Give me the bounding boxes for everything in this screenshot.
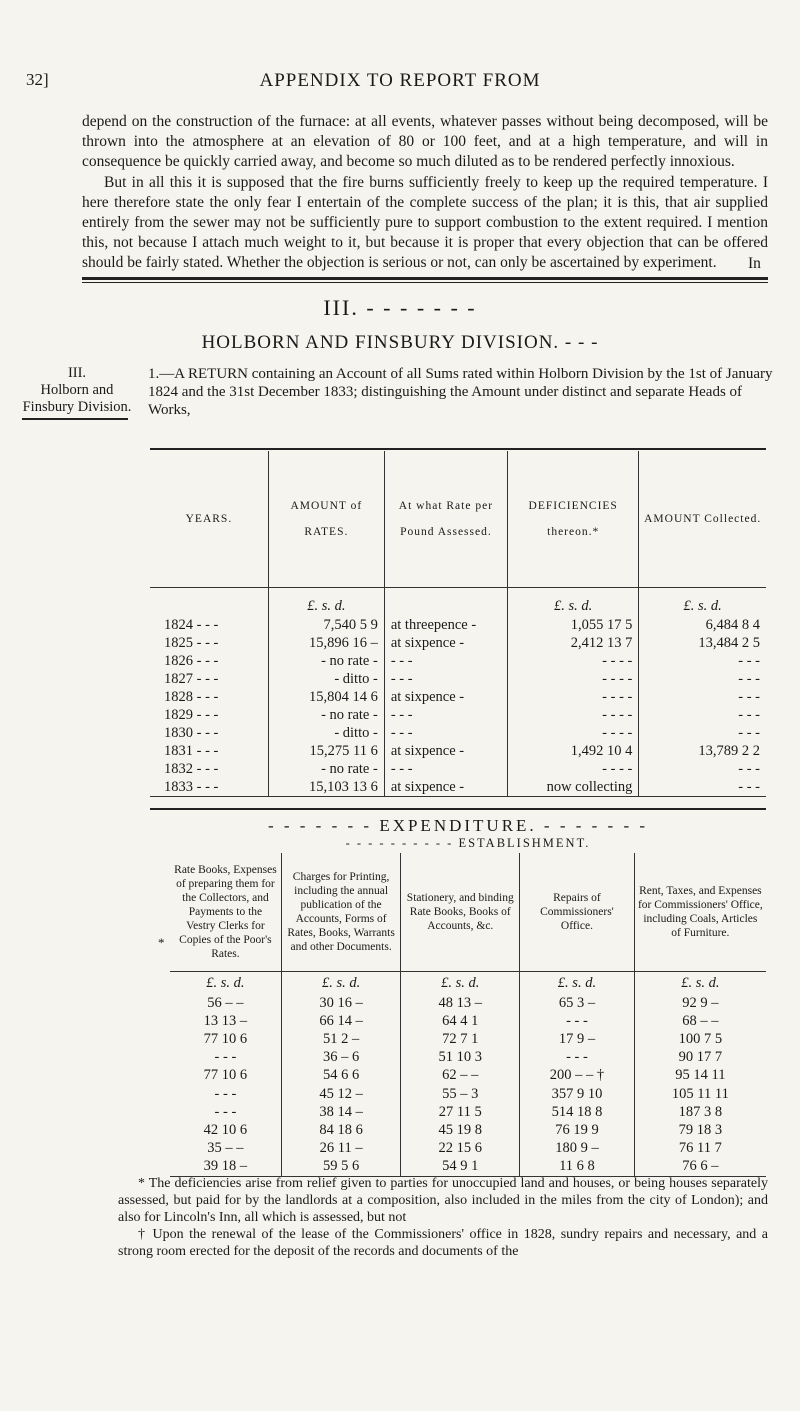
expenditure-cell: 59 5 6 (281, 1158, 401, 1177)
rates-cell: - - - (639, 706, 766, 724)
rates-cell: at sixpence - (384, 778, 507, 797)
col-rent-taxes: Rent, Taxes, and Expenses for Commissioners' Office, including Coals, Articles of Furniture. (634, 853, 766, 972)
col-years: YEARS. (150, 451, 268, 588)
expenditure-unit-cell: £. s. d. (401, 972, 520, 995)
col-deficiencies: DEFICIENCIES thereon.* (508, 451, 639, 588)
rates-cell: 1831 - - - (164, 742, 219, 759)
col-stationery: Stationery, and binding Rate Books, Books of Accounts, &c. (401, 853, 520, 972)
rates-cell: - - - (639, 688, 766, 706)
expenditure-cell: 42 10 6 (203, 1121, 248, 1138)
expenditure-cell: 35 – – (207, 1140, 244, 1157)
expenditure-unit-cell: £. s. d. (634, 972, 766, 995)
rates-row (150, 670, 766, 688)
rates-row (150, 724, 766, 742)
rates-cell: 1830 - - - (164, 724, 219, 741)
expenditure-unit-cell: £. s. d. (206, 974, 245, 991)
rates-row (150, 652, 766, 670)
margin-note (22, 365, 132, 416)
rates-cell: - ditto - (268, 670, 384, 688)
col-rate-per-pound: At what Rate per Pound Assessed. (384, 451, 507, 588)
expenditure-cell: 76 19 9 (520, 1121, 635, 1139)
rates-row (150, 706, 766, 724)
rates-cell: - no rate - (268, 706, 384, 724)
rates-cell: - - - (384, 760, 507, 778)
rates-cell: at threepence - (384, 616, 507, 634)
rates-cell: 13,484 2 5 (639, 634, 766, 652)
catchword: In (748, 255, 761, 272)
expenditure-cell: 72 7 1 (401, 1030, 520, 1048)
rates-cell: - no rate - (268, 760, 384, 778)
rates-cell: - no rate - (268, 652, 384, 670)
expenditure-cell: 100 7 5 (634, 1030, 766, 1048)
rates-row (150, 742, 766, 760)
rates-unit-cell (150, 588, 268, 617)
expenditure-cell: 76 6 – (634, 1158, 766, 1177)
expenditure-cell: 90 17 7 (634, 1049, 766, 1067)
expenditure-cell: 45 19 8 (401, 1121, 520, 1139)
table1-top-rule (150, 448, 766, 450)
expenditure-cell: 180 9 – (520, 1140, 635, 1158)
rates-cell: - - - - (508, 688, 639, 706)
expenditure-cell: 62 – – (401, 1067, 520, 1085)
rates-cell: now collecting (508, 778, 639, 797)
rates-cell: 1825 - - - (164, 634, 219, 651)
rates-cell: 1,492 10 4 (508, 742, 639, 760)
expenditure-cell: 66 14 – (281, 1012, 401, 1030)
expenditure-cell: 77 10 6 (203, 1067, 248, 1084)
rates-cell: at sixpence - (384, 634, 507, 652)
rates-cell: - - - (639, 778, 766, 797)
establishment-title: - - - - - - - - - - ESTABLISHMENT. (345, 836, 591, 850)
expenditure-cell: 51 10 3 (401, 1049, 520, 1067)
rates-table-body (150, 588, 766, 797)
expenditure-cell: 17 9 – (520, 1030, 635, 1048)
rates-cell: - - - - (508, 670, 639, 688)
rates-cell: at sixpence - (384, 688, 507, 706)
rates-cell: 15,896 16 – (268, 634, 384, 652)
rates-unit-cell (384, 588, 507, 617)
rates-cell: 1824 - - - (164, 616, 219, 633)
section-number: III. - - - - - - - (323, 295, 477, 320)
expenditure-cell: 95 14 11 (634, 1067, 766, 1085)
expenditure-cell: 84 18 6 (281, 1121, 401, 1139)
col-amount-rates: AMOUNT of RATES. (268, 451, 384, 588)
paragraph-continued: depend on the construction of the furnace: at all events, whatever passes without being decomposed, will be thrown into the atmosphere at an elevation of 80 or 100 feet, and at a high temperature, and will in consequence be quickly carried away, and become so much diluted as to be rendered perfectly innoxious. (82, 113, 768, 170)
expenditure-cell: - - - (214, 1049, 237, 1066)
running-title: APPENDIX TO REPORT FROM (259, 70, 541, 91)
rates-cell: - ditto - (268, 724, 384, 742)
expenditure-row (170, 1140, 766, 1158)
rates-cell: 15,103 13 6 (268, 778, 384, 797)
expenditure-cell: - - - (214, 1103, 237, 1120)
rates-cell: 1828 - - - (164, 688, 219, 705)
rates-cell: 1827 - - - (164, 670, 219, 687)
rates-header-row (150, 451, 766, 588)
col-repairs: Repairs of Commissioners' Office. (520, 853, 635, 972)
rates-cell: - - - - (508, 706, 639, 724)
expenditure-cell: 65 3 – (520, 994, 635, 1012)
expenditure-cell: 105 11 11 (634, 1085, 766, 1103)
expenditure-cell: 38 14 – (281, 1103, 401, 1121)
expenditure-unit-cell: £. s. d. (520, 972, 635, 995)
rates-cell: 1833 - - - (150, 778, 268, 797)
col-amount-collected: AMOUNT Collected. (639, 451, 766, 588)
margin-note-number: III. (67, 365, 87, 381)
expenditure-cell: 200 – – † (520, 1067, 635, 1085)
expenditure-cell: 68 – – (634, 1012, 766, 1030)
expenditure-row (170, 1103, 766, 1121)
expenditure-cell: - - - (520, 1049, 635, 1067)
footnote-repairs: † Upon the renewal of the lease of the Commissioners' office in 1828, sundry repairs and necessary, and a strong room erected for the deposit of the records and documents of the (118, 1227, 768, 1259)
margin-note-text: Holborn and Finsbury Division. (22, 382, 132, 415)
rates-unit-cell: £. s. d. (268, 588, 384, 617)
rates-unit-cell: £. s. d. (508, 588, 639, 617)
expenditure-row (170, 1030, 766, 1048)
rates-cell: - - - - (508, 652, 639, 670)
rates-row (150, 616, 766, 634)
expenditure-row (170, 1121, 766, 1139)
expenditure-cell: 48 13 – (401, 994, 520, 1012)
expenditure-cell: 26 11 – (281, 1140, 401, 1158)
expenditure-row (170, 994, 766, 1012)
rates-cell: - - - (384, 724, 507, 742)
rates-cell: - - - (639, 652, 766, 670)
expenditure-unit-cell: £. s. d. (281, 972, 401, 995)
expenditure-rule (150, 808, 766, 810)
rates-units-row (150, 588, 766, 617)
expenditure-cell: 56 – – (207, 994, 244, 1011)
rates-cell: 1832 - - - (164, 760, 219, 777)
rates-cell: - - - (384, 670, 507, 688)
rates-cell: 1826 - - - (164, 652, 219, 669)
rates-cell: 15,275 11 6 (268, 742, 384, 760)
expenditure-row (170, 1085, 766, 1103)
expenditure-cell: 11 6 8 (520, 1158, 635, 1177)
return-description: 1.—A RETURN containing an Account of all Sums rated within Holborn Division by the 1st of January 1824 and the 31st December 1833; distinguishing the Amount under distinct and separate Heads of Works, (148, 366, 773, 418)
expenditure-cell: 357 9 10 (520, 1085, 635, 1103)
expenditure-cell: 77 10 6 (203, 1030, 248, 1047)
col-printing: Charges for Printing, including the annual publication of the Accounts, Forms of Rates, Books, Warrants and other Documents. (281, 853, 401, 972)
expenditure-table-body (170, 972, 766, 1177)
col-rate-books: Rate Books, Expenses of preparing them for the Collectors, and Payments to the Vestry Clerks for Copies of the Poor's Rates. (170, 853, 281, 972)
expenditure-cell: 45 12 – (281, 1085, 401, 1103)
expenditure-cell: 79 18 3 (634, 1121, 766, 1139)
rates-cell: 15,804 14 6 (268, 688, 384, 706)
heavy-rule (82, 277, 768, 280)
expenditure-row (170, 1158, 766, 1177)
expenditure-cell: 54 6 6 (281, 1067, 401, 1085)
expenditure-row (170, 1067, 766, 1085)
expenditure-row (170, 1012, 766, 1030)
expenditure-cell: 27 11 5 (401, 1103, 520, 1121)
expenditure-cell: - - - (214, 1085, 237, 1102)
brace-star: * (158, 935, 165, 950)
expenditure-cell: 64 4 1 (401, 1012, 520, 1030)
expenditure-table (170, 853, 766, 1177)
rates-cell: - - - (639, 724, 766, 742)
expenditure-cell: - - - (520, 1012, 635, 1030)
rates-cell: 13,789 2 2 (639, 742, 766, 760)
expenditure-cell: 39 18 – (170, 1158, 281, 1177)
page-number: 32] (26, 70, 49, 89)
rates-row (150, 778, 766, 797)
rates-cell: - - - - (508, 760, 639, 778)
rates-row (150, 760, 766, 778)
rates-unit-cell: £. s. d. (639, 588, 766, 617)
rates-row (150, 634, 766, 652)
expenditure-cell: 187 3 8 (634, 1103, 766, 1121)
rates-cell: 7,540 5 9 (268, 616, 384, 634)
rates-cell: - - - (384, 652, 507, 670)
rates-cell: - - - (639, 670, 766, 688)
footnote-deficiencies: * The deficiencies arise from relief given to parties for unoccupied land and houses, or being houses separately assessed, but paid for by the landlords at a composition, also included in the miles from the city of London); and also for Lincoln's Inn, all which is assessed, but not (118, 1176, 768, 1225)
rates-cell: - - - - (508, 724, 639, 742)
expenditure-cell: 30 16 – (281, 994, 401, 1012)
expenditure-header-row (170, 853, 766, 972)
expenditure-cell: 55 – 3 (401, 1085, 520, 1103)
expenditure-title: - - - - - - - EXPENDITURE. - - - - - - - (267, 816, 649, 835)
rates-cell: 1,055 17 5 (508, 616, 639, 634)
expenditure-cell: 13 13 – (203, 1012, 248, 1029)
rates-cell: at sixpence - (384, 742, 507, 760)
paragraph-2: But in all this it is supposed that the fire burns sufficiently freely to keep up the required temperature. I here therefore state the only fear I entertain of the complete success of the plan; it is this, that air supplied entirely from the sewer may not be sufficiently pure to support combustion to the extent required. I mention this, not because I attach much weight to it, but because it is proper that every objection that can be offered should be fairly stated. Whether the objection is serious or not, can only be ascertained by experiment. (82, 174, 768, 271)
expenditure-cell: 51 2 – (281, 1030, 401, 1048)
expenditure-cell: 514 18 8 (520, 1103, 635, 1121)
expenditure-units-row (170, 972, 766, 995)
expenditure-cell: 36 – 6 (281, 1049, 401, 1067)
margin-rule (22, 418, 128, 420)
expenditure-cell: 92 9 – (634, 994, 766, 1012)
rates-table (150, 451, 766, 797)
section-title: HOLBORN AND FINSBURY DIVISION. - - - (201, 332, 599, 353)
rates-cell: 1829 - - - (164, 706, 219, 723)
rates-cell: 2,412 13 7 (508, 634, 639, 652)
rates-cell: 6,484 8 4 (639, 616, 766, 634)
thin-rule (82, 282, 768, 283)
expenditure-cell: 54 9 1 (401, 1158, 520, 1177)
expenditure-cell: 22 15 6 (401, 1140, 520, 1158)
rates-cell: - - - (639, 760, 766, 778)
expenditure-row (170, 1049, 766, 1067)
expenditure-cell: 76 11 7 (634, 1140, 766, 1158)
rates-row (150, 688, 766, 706)
rates-cell: - - - (384, 706, 507, 724)
